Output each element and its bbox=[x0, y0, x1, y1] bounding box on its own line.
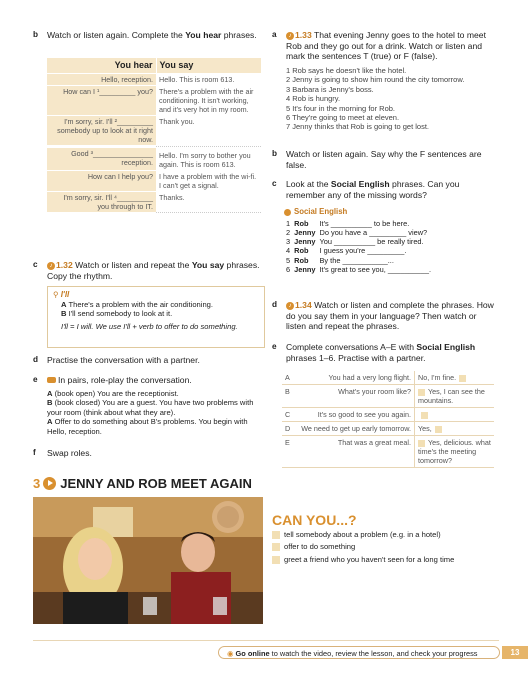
exercise-a-letter: a bbox=[272, 30, 277, 39]
list-item: 2 Jenny Do you have a _________ view? bbox=[286, 227, 428, 237]
checkbox[interactable] bbox=[272, 531, 280, 539]
can-you-list bbox=[272, 530, 454, 567]
audio-icon[interactable]: ♪ bbox=[286, 302, 294, 310]
list-item: 1 Rob It's __________ to be here. bbox=[286, 218, 410, 228]
play-icon[interactable] bbox=[43, 477, 56, 490]
exercise-d2-instruction: ♪ 1.34 Watch or listen and complete the phrases. How do you say them in your language? Then watch or listen and repeat the phrases. bbox=[286, 300, 494, 332]
exercise-d-letter: d bbox=[33, 355, 39, 364]
exercise-d2-letter: d bbox=[272, 300, 278, 309]
exercise-c2-text: Look at the Social English phrases. Can you remember any of the missing words? bbox=[286, 179, 460, 200]
globe-icon: ◉ bbox=[227, 649, 234, 658]
table-row: C It's so good to see you again. bbox=[282, 408, 494, 422]
conversations-table bbox=[282, 371, 494, 468]
exercise-a-instruction: ♪ 1.33 That evening Jenny goes to the hotel to meet Rob and they go out for a drink. Watch or listen and mark the sentences T (true) or F (false). bbox=[286, 30, 486, 62]
exercise-f-text: Swap roles. bbox=[47, 448, 92, 458]
table-row: Hello, reception. Hello. This is room 613. bbox=[47, 74, 261, 86]
list-item: 5 It's four in the morning for Rob. bbox=[286, 103, 395, 113]
table-row: Good ³_______________ reception. Hello. I'm sorry to bother you again. This is room 613. bbox=[47, 147, 261, 171]
list-item: tell somebody about a problem (e.g. in a hotel) bbox=[272, 530, 454, 539]
exercise-f-letter: f bbox=[33, 448, 36, 457]
table-row: How can I ¹_________ you? There's a problem with the air conditioning. It isn't working, and it's very hot in my room. bbox=[47, 86, 261, 116]
list-item: 6 Jenny It's great to see you, __________. bbox=[286, 264, 432, 274]
social-english-box: Social English 1 Rob It's __________ to be here. 2 Jenny Do you have a _________ view? 3 Jenny You __________ be really tired. 4 Rob I guess you're _________. 5 Rob By the ___________... 6 Jenny It's great to see you, __________. bbox=[286, 207, 432, 274]
list-item: 3 Barbara is Jenny's boss. bbox=[286, 84, 374, 94]
exercise-e-text: In pairs, role-play the conversation. bbox=[47, 375, 263, 386]
table-row: I'm sorry, sir. I'll ⁴_________ you through to IT. Thanks. bbox=[47, 192, 261, 213]
speech-bubble-icon bbox=[284, 209, 291, 216]
table-row: How can I help you? I have a problem with the wi-fi. I can't get a signal. bbox=[47, 171, 261, 192]
page-number: 13 bbox=[502, 646, 528, 659]
exercise-e-letter: e bbox=[33, 375, 38, 384]
you-say-header: You say bbox=[156, 58, 261, 74]
true-false-list bbox=[286, 66, 500, 132]
list-item: 3 Jenny You __________ be really tired. bbox=[286, 237, 424, 247]
checkbox[interactable] bbox=[272, 556, 280, 564]
table-row: B What's your room like? Yes, I can see the mountains. bbox=[282, 385, 494, 408]
list-item: offer to do something bbox=[272, 542, 454, 551]
answer-box[interactable] bbox=[421, 412, 428, 419]
grammar-box: ⚲ I'll A There's a problem with the air conditioning. B I'll send somebody to look at it. I'll = I will. We use I'll + verb to offer to do something. bbox=[47, 286, 265, 348]
list-item: 2 Jenny is going to show him round the city tomorrow. bbox=[286, 75, 465, 85]
answer-box[interactable] bbox=[418, 389, 425, 396]
exercise-c2-letter: c bbox=[272, 179, 277, 188]
exercise-e2-text: Complete conversations A–E with Social English phrases 1–6. Practise with a partner. bbox=[286, 342, 476, 363]
exercise-c-instruction: ♪ 1.32 Watch or listen and repeat the You say phrases. Copy the rhythm. bbox=[47, 260, 260, 281]
table-row: A You had a very long flight. No, I'm fine. bbox=[282, 371, 494, 385]
you-hear-header: You hear bbox=[47, 58, 156, 74]
can-you-title: CAN YOU...? bbox=[272, 512, 357, 528]
list-item: 4 Rob is hungry. bbox=[286, 94, 341, 104]
list-item: 4 Rob I guess you're _________. bbox=[286, 246, 407, 256]
list-item: 6 They're going to meet at eleven. bbox=[286, 112, 400, 122]
role-play-instructions: A (book open) You are the receptionist. B (book closed) You are a guest. You have two problems with your room (think about what they are). A Offer to do something about B's problems. You begin with Hello, reception. bbox=[47, 389, 254, 436]
go-online-link[interactable]: ◉ Go online to watch the video, review the lesson, and check your progress bbox=[218, 646, 500, 659]
answer-box[interactable] bbox=[459, 375, 466, 382]
you-hear-table bbox=[47, 58, 261, 213]
exercise-e2-letter: e bbox=[272, 342, 277, 351]
divider bbox=[33, 640, 499, 641]
answer-box[interactable] bbox=[418, 440, 425, 447]
list-item: greet a friend who you haven't seen for a long time bbox=[272, 555, 454, 564]
exercise-c-letter: c bbox=[33, 260, 38, 269]
exercise-b2-letter: b bbox=[272, 149, 278, 158]
section-heading: 3 JENNY AND ROB MEET AGAIN bbox=[33, 476, 252, 491]
list-item: 7 Jenny thinks that Rob is going to get lost. bbox=[286, 122, 430, 132]
table-row: I'm sorry, sir. I'll ²_________ somebody up to look at it right now. Thank you. bbox=[47, 116, 261, 147]
answer-box[interactable] bbox=[435, 426, 442, 433]
video-still-photo bbox=[33, 497, 263, 624]
exercise-b-letter: b bbox=[33, 30, 39, 39]
exercise-d-text: Practise the conversation with a partner. bbox=[47, 355, 200, 365]
list-item: 1 Rob says he doesn't like the hotel. bbox=[286, 66, 407, 75]
list-item: 5 Rob By the ___________... bbox=[286, 255, 394, 265]
exercise-b2-text: Watch or listen again. Say why the F sentences are false. bbox=[286, 149, 482, 170]
exercise-b-instruction: Watch or listen again. Complete the You hear phrases. bbox=[47, 30, 257, 40]
audio-icon[interactable]: ♪ bbox=[47, 262, 55, 270]
audio-icon[interactable]: ♪ bbox=[286, 32, 294, 40]
table-row: E That was a great meal. Yes, delicious. what time's the meeting tomorrow? bbox=[282, 436, 494, 468]
search-icon: ⚲ bbox=[53, 290, 59, 299]
pair-work-icon bbox=[47, 377, 56, 383]
checkbox[interactable] bbox=[272, 543, 280, 551]
table-row: D We need to get up early tomorrow. Yes, bbox=[282, 422, 494, 436]
